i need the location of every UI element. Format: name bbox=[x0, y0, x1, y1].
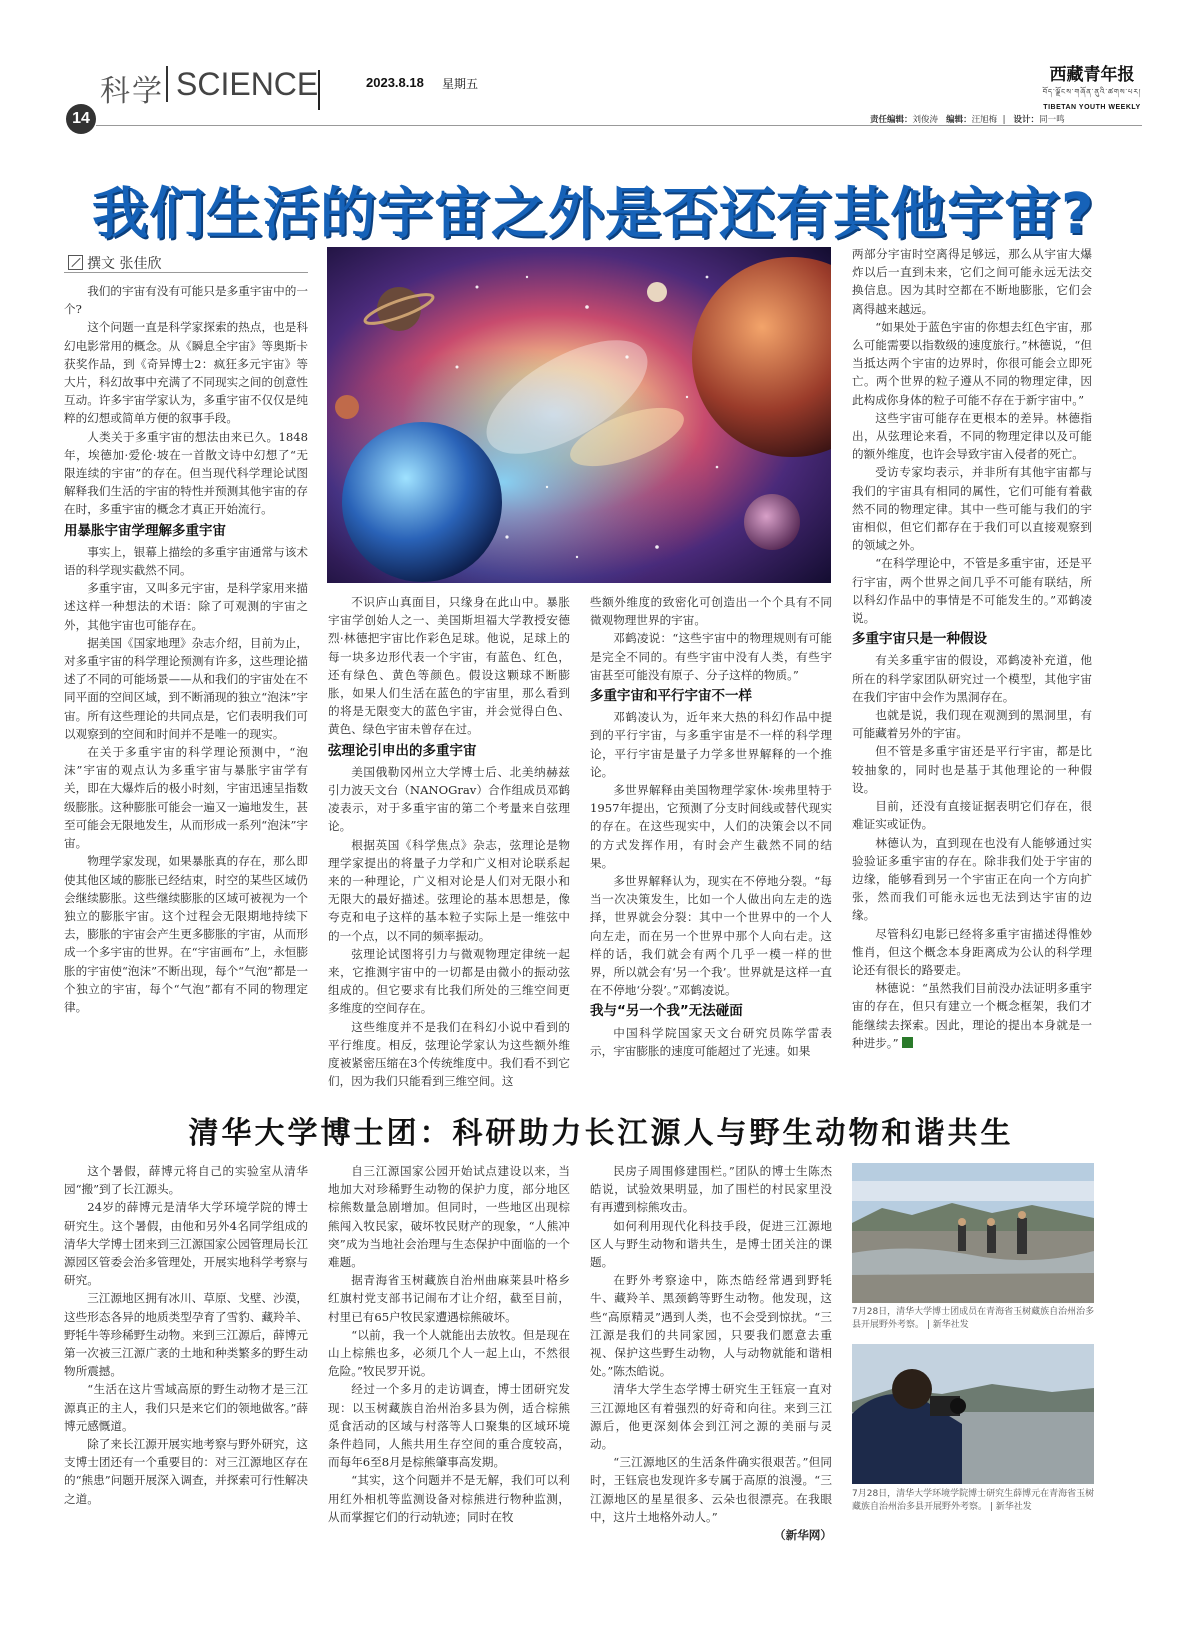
byline-author: 张佳欣 bbox=[119, 256, 162, 272]
editor-name: 刘俊涛 bbox=[912, 115, 939, 125]
logo-tibetan: བོད་ལྗོངས་གཞོན་ནུའི་ཚགས་པར། bbox=[1042, 88, 1142, 96]
editor-credits: 责任编辑：刘俊涛 编辑：汪旭梅 | 设计：同一鸣 bbox=[870, 115, 1065, 125]
section-heading: 多重宇宙和平行宇宙不一样 bbox=[590, 688, 752, 705]
logo-cn: 西藏青年报 bbox=[1049, 65, 1135, 85]
paragraph: 些额外维度的致密化可创造出一个个具有不同微观物理世界的宇宙。 bbox=[590, 595, 832, 628]
article2-column-3 bbox=[590, 1162, 832, 1544]
paragraph: 邓鹤凌说：“这些宇宙中的物理规则有可能是完全不同的。有些宇宙中没有人类，有些宇宙甚至可能没有原子、分子这样的物质。” bbox=[590, 631, 832, 682]
article-column-1 bbox=[64, 282, 308, 1016]
designer-name: 同一鸣 bbox=[1039, 115, 1065, 125]
photo-caption: 7月28日，清华大学博士团成员在青海省玉树藏族自治州治多县开展野外考察。 | 新华社发 bbox=[852, 1307, 1095, 1330]
paragraph: 据青海省玉树藏族自治州曲麻莱县叶格乡红旗村党支部书记闹布才让介绍，截至目前，村里已有65户牧民家遭遇棕熊破坏。 bbox=[328, 1273, 570, 1324]
paragraph: 自三江源国家公园开始试点建设以来，当地加大对珍稀野生动物的保护力度，部分地区棕熊数量急剧增加。但同时，一些地区出现棕熊闯入牧民家，破坏牧民财产的现象，“人熊冲突”成为当地社会治理与生态保护中面临的一个难题。 bbox=[328, 1164, 570, 1270]
byline bbox=[68, 253, 161, 273]
paragraph: 两部分宇宙时空离得足够远，那么从宇宙大爆炸以后一直到未来，它们之间可能永远无法交换信息。因为其时空都在不断地膨胀，它们会离得越来越远。 bbox=[852, 247, 1092, 316]
paragraph: 有关多重宇宙的假设，邓鹤凌补充道，他所在的科学家团队研究过一个模型，其他宇宙在我们宇宙中会作为黑洞存在。 bbox=[852, 653, 1092, 704]
designer-label: 设计： bbox=[1013, 115, 1040, 125]
article2-title: 清华大学博士团：科研助力长江源人与野生动物和谐共生 bbox=[188, 1116, 1014, 1151]
paragraph: 这些维度并不是我们在科幻小说中看到的平行维度。相反，弦理论学家认为这些额外维度被紧密压缩在3个传统维度中。我们看不到它们，因为我们只能看到三维空间。这 bbox=[328, 1019, 570, 1089]
paragraph: “三江源地区的生活条件确实很艰苦。”但同时，王钰宸也发现许多专属于高原的浪漫。“三江源地区的星星很多、云朵也很漂亮。在我眼中，这片土地格外动人。” bbox=[590, 1455, 832, 1524]
paragraph: “在科学理论中，不管是多重宇宙，还是平行宇宙，两个世界之间几乎不可能有联结，所以科幻作品中的事情是不可能发生的。”邓鹤凌说。 bbox=[852, 556, 1092, 626]
paragraph: 不识庐山真面目，只缘身在此山中。暴胀宇宙学创始人之一、美国斯坦福大学教授安德烈·林德把宇宙比作彩色足球。他说，足球上的每一块多边形代表一个宇宙，有蓝色、红色，还有绿色、黄色等颜色。假设这颗球不断膨胀，如果人们生活在蓝色的宇宙里，那么看到的将是无限变大的蓝色宇宙，并会觉得白色、黄色、绿色宇宙未曾存在过。 bbox=[328, 595, 570, 737]
paragraph: 这个暑假，薛博元将自己的实验室从清华园“搬”到了长江源头。 bbox=[64, 1164, 308, 1197]
end-of-article-icon bbox=[902, 1037, 913, 1048]
header-divider bbox=[318, 70, 320, 110]
pencil-icon bbox=[68, 255, 83, 270]
section-name-en: SCIENCE bbox=[176, 66, 319, 102]
paragraph: “其实，这个问题并不是无解，我们可以利用红外相机等监测设备对棕熊进行物种监测，从而掌握它们的行动轨迹；同时在牧 bbox=[328, 1473, 570, 1524]
paragraph: 尽管科幻电影已经将多重宇宙描述得惟妙惟肖，但这个概念本身距离成为公认的科学理论还有很长的路要走。 bbox=[852, 926, 1092, 977]
paragraph: 受访专家均表示，并非所有其他宇宙都与我们的宇宙具有相同的属性，它们可能有着截然不同的物理定律。其中一些可能与我们的宇宙相似，但它们都存在于我们可以直接观察到的领域之外。 bbox=[852, 465, 1092, 553]
photo-caption: 7月28日，清华大学环境学院博士研究生薛博元在青海省玉树藏族自治州治多县开展野外考察。 | 新华社发 bbox=[852, 1489, 1095, 1512]
paragraph: 也就是说，我们现在观测到的黑洞里，有可能藏着另外的宇宙。 bbox=[852, 708, 1092, 741]
editor-label: 编辑： bbox=[946, 115, 972, 125]
section-heading: 多重宇宙只是一种假设 bbox=[852, 631, 987, 648]
paragraph: 林德说：“虽然我们目前没办法证明多重宇宙的存在，但只有建立一个概念框架，我们才能继续去探索。因此，理论的提出本身就是一种进步。” bbox=[852, 981, 1092, 1050]
byline-rule bbox=[64, 272, 308, 273]
paragraph: 美国俄勒冈州立大学博士后、北美纳赫兹引力波天文台（NANOGrav）合作组成员邓鹤凌表示，对于多重宇宙的第二个考量来自弦理论。 bbox=[328, 764, 570, 834]
article-column-2 bbox=[328, 593, 570, 1090]
article-column-3 bbox=[590, 593, 832, 1060]
paragraph: 三江源地区拥有冰川、草原、戈壁、沙漠，这些形态各异的地质类型孕育了雪豹、藏羚羊、野牦牛等珍稀野生动物。来到三江源后，薛博元第一次被三江源广袤的土地和种类繁多的野生动物所震撼。 bbox=[64, 1291, 308, 1379]
editor-label: 责任编辑： bbox=[870, 115, 913, 125]
paragraph: 目前，还没有直接证据表明它们存在，很难证实或证伪。 bbox=[852, 799, 1092, 832]
section-heading: 我与“另一个我”无法碰面 bbox=[590, 1003, 743, 1020]
photo-field-survey bbox=[852, 1163, 1094, 1303]
paragraph: “生活在这片雪域高原的野生动物才是三江源真正的主人，我们只是来它们的领地做客。”薛博元感慨道。 bbox=[64, 1382, 308, 1433]
paragraph: 这个问题一直是科学家探索的热点，也是科幻电影常用的概念。从《瞬息全宇宙》等奥斯卡获奖作品，到《奇异博士2：疯狂多元宇宙》等大片，科幻故事中充满了不同现实之间的创意性互动。许多宇宙学家认为，多重宇宙不仅仅是纯粹的幻想或简单方便的叙事手段。 bbox=[64, 320, 308, 426]
issue-date: 2023.8.18 bbox=[366, 75, 424, 90]
paragraph: 人类关于多重宇宙的想法由来已久。1848年，埃德加·爱伦·坡在一首散文诗中幻想了“无限连续的宇宙”的存在。但当现代科学理论试图解释我们生活的宇宙的特性并预测其他宇宙的存在时，多重宇宙的概念才真正开始流行。 bbox=[64, 429, 308, 517]
byline-label: 撰文 bbox=[87, 256, 115, 272]
paragraph: 24岁的薛博元是清华大学环境学院的博士研究生。这个暑假，由他和另外4名同学组成的清华大学博士团来到三江源国家公园管理局长江源园区管委会治多管理处，开展实地科学考察与研究。 bbox=[64, 1200, 308, 1288]
article-column-4 bbox=[852, 245, 1092, 1052]
paragraph: 在野外考察途中，陈杰皓经常遇到野牦牛、藏羚羊、黑颈鹤等野生动物。他发现，这些“高原精灵”遇到人类，也不会受到惊扰。“三江源是我们的共同家园，只要我们愿意去重视、保护这些野生动物，人与动物就能和谐相处。”陈杰皓说。 bbox=[590, 1273, 832, 1379]
paragraph: 在关于多重宇宙的科学理论预测中，“泡沫”宇宙的观点认为多重宇宙与暴胀宇宙学有关，即在大爆炸后的极小时刻，宇宙迅速呈指数级膨胀。这种膨胀可能会一遍又一遍地发生，甚至可能会无限地发生，从而形成一系列“泡沫”宇宙。 bbox=[64, 745, 308, 851]
section-divider bbox=[166, 66, 168, 102]
page-number-badge: 14 bbox=[66, 104, 96, 134]
paragraph: 清华大学生态学博士研究生王钰宸一直对三江源地区有着强烈的好奇和向往。来到三江源后，他更深刻体会到江河之源的美丽与灵动。 bbox=[590, 1382, 832, 1452]
section-name-cn: 科学 bbox=[100, 74, 164, 109]
editor-name: 汪旭梅 bbox=[971, 115, 998, 125]
paragraph: 事实上，银幕上描绘的多重宇宙通常与该术语的科学现实截然不同。 bbox=[64, 544, 308, 578]
paragraph: 据美国《国家地理》杂志介绍，目前为止，对多重宇宙的科学理论预测有许多，这些理论描述了不同的可能场景——从和我们的宇宙处在不同平面的空间区域，到不断涌现的独立“泡沫”宇宙。所有这些理论的共同点是，它们表明我们可以观察到的空间和时间并不是唯一的现实。 bbox=[64, 635, 308, 741]
paragraph: 但不管是多重宇宙还是平行宇宙，都是比较抽象的，同时也是基于其他理论的一种假设。 bbox=[852, 744, 1092, 795]
cosmic-illustration bbox=[327, 247, 831, 583]
newspaper-logo bbox=[1042, 60, 1142, 111]
paragraph: 多重宇宙，又叫多元宇宙，是科学家用来描述这样一种想法的术语：除了可观测的宇宙之外，其他宇宙也可能存在。 bbox=[64, 581, 308, 632]
article2-column-2 bbox=[328, 1162, 570, 1526]
article2-column-1 bbox=[64, 1162, 308, 1508]
paragraph: 多世界解释由美国物理学家休·埃弗里特于1957年提出，它预测了分支时间线或替代现实的存在。在这些现实中，人们的决策会以不同的方式发挥作用，有时会产生截然不同的结果。 bbox=[590, 783, 832, 870]
paragraph: 弦理论试图将引力与微观物理定律统一起来，它推测宇宙中的一切都是由微小的振动弦组成的。但它要求有比我们所处的三维空间更多维度的空间存在。 bbox=[328, 946, 570, 1016]
paragraph: 如何利用现代化科技手段，促进三江源地区人与野生动物和谐共生，是博士团关注的课题。 bbox=[590, 1218, 832, 1270]
section-heading: 弦理论引申出的多重宇宙 bbox=[328, 742, 477, 759]
section-heading: 用暴胀宇宙学理解多重宇宙 bbox=[64, 522, 226, 539]
paragraph: 物理学家发现，如果暴胀真的存在，那么即使其他区域的膨胀已经结束，时空的某些区域仍会继续膨胀。这些继续膨胀的区域可被视为一个独立的膨胀宇宙。这个过程会无限期地持续下去，膨胀的宇宙会产生更多膨胀的宇宙，从而形成一个多宇宙的世界。在“宇宙画布”上，永恒膨胀的宇宙使“泡沫”不断出现，每个“气泡”都是一个独立的宇宙，每个“气泡”都有不同的物理定律。 bbox=[64, 854, 308, 1014]
paragraph: 多世界解释认为，现实在不停地分裂。“每当一次决策发生，比如一个人做出向左走的选择，世界就会分裂：其中一个世界中的一个人向左走，而在另一个世界中那个人向右走。这样的话，我们就会有两个几乎一模一样的世界，所以就会有‘另一个我’。世界就是这样一直在不停地‘分裂’。”邓鹤凌说。 bbox=[590, 874, 832, 998]
header-rule bbox=[96, 125, 1142, 126]
paragraph: “以前，我一个人就能出去放牧。但是现在山上棕熊也多，必须几个人一起上山，不然很危险。”牧民罗开说。 bbox=[328, 1327, 570, 1379]
multiverse-image bbox=[327, 247, 831, 583]
photo-researcher-camera bbox=[852, 1344, 1094, 1484]
paragraph: 民房子周围修建围栏。”团队的博士生陈杰皓说，试验效果明显，加了围栏的村民家里没有再遭到棕熊攻击。 bbox=[590, 1164, 832, 1215]
paragraph: 中国科学院国家天文台研究员陈学雷表示，宇宙膨胀的速度可能超过了光速。如果 bbox=[590, 1025, 832, 1058]
paragraph: 经过一个多月的走访调查，博士团研究发现：以玉树藏族自治州治多县为例，适合棕熊觅食活动的区域与村落等人口聚集的区域环境条件趋同，人熊共用生存空间的重合度较高，而每年6至8月是棕熊肇事高发期。 bbox=[328, 1382, 570, 1470]
logo-en: TIBETAN YOUTH WEEKLY bbox=[1043, 104, 1141, 111]
article-title: 我们生活的宇宙之外是否还有其他宇宙? bbox=[92, 182, 1095, 247]
paragraph: 邓鹤凌认为，近年来大热的科幻作品中提到的平行宇宙，与多重宇宙是不一样的科学理论，平行宇宙是量子力学多世界解释的一个推论。 bbox=[590, 710, 832, 779]
article-source: （新华网） bbox=[774, 1528, 832, 1543]
paragraph: 这些宇宙可能存在更根本的差异。林德指出，从弦理论来看，不同的物理定律以及可能的额外维度，也许会导致宇宙入侵者的死亡。 bbox=[852, 410, 1092, 462]
paragraph: 根据英国《科学焦点》杂志，弦理论是物理学家提出的将量子力学和广义相对论联系起来的一种理论，广义相对论是人们对无限小和无限大的最好描述。弦理论的基本思想是，像夸克和电子这样的基本粒子实际上是一维弦中的一个点，以不同的频率振动。 bbox=[328, 837, 570, 943]
paragraph: “如果处于蓝色宇宙的你想去红色宇宙，那么可能需要以指数级的速度旅行。”林德说，“但当抵达两个宇宙的边界时，你很可能会立即死亡。两个世界的粒子遵从不同的物理定律，因此构成你身体的粒子可能不存在于新宇宙中。” bbox=[852, 319, 1092, 407]
paragraph: 除了来长江源开展实地考察与野外研究，这支博士团还有一个重要目的：对三江源地区存在的“熊患”问题开展深入调查，并探索可行性解决之道。 bbox=[64, 1437, 308, 1506]
paragraph: 林德认为，直到现在也没有人能够通过实验验证多重宇宙的存在。除非我们处于宇宙的边缘，能够看到另一个宇宙正在向一个方向扩张，然而我们可能永远也无法到达宇宙的边缘。 bbox=[852, 835, 1092, 923]
issue-weekday: 星期五 bbox=[442, 77, 479, 91]
paragraph: 我们的宇宙有没有可能只是多重宇宙中的一个? bbox=[64, 284, 308, 317]
